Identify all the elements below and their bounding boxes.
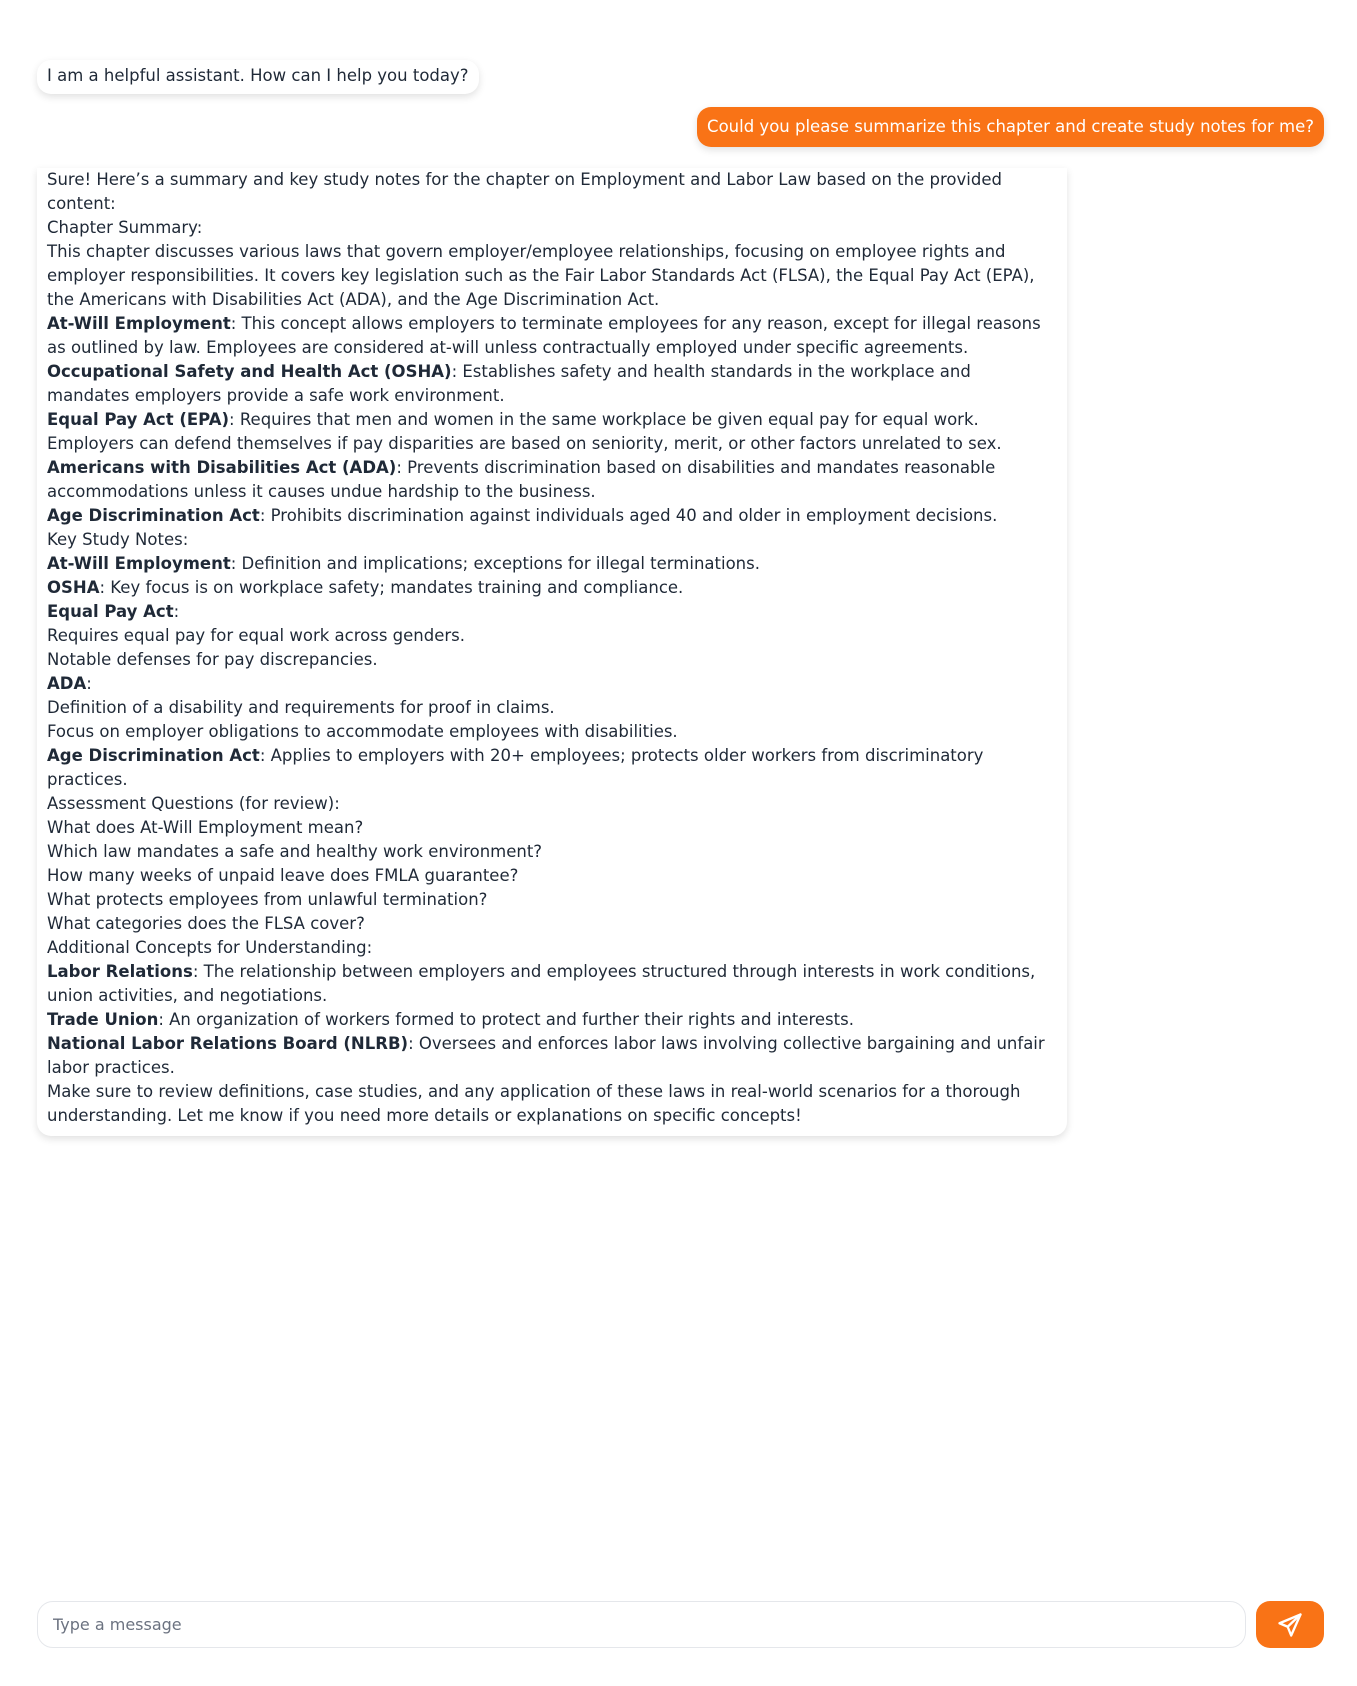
response-line	[47, 936, 1057, 960]
response-line-text: Chapter Summary:	[47, 218, 203, 237]
response-line-text: What protects employees from unlawful termination?	[47, 890, 488, 909]
response-line	[47, 504, 1057, 528]
response-line-text: Make sure to review definitions, case studies, and any application of these laws in real-world scenarios for a thorough understanding. Let me know if you need more details or explanations on specific concepts!	[47, 1082, 1021, 1125]
response-line	[47, 168, 1057, 216]
response-line	[47, 240, 1057, 312]
response-line	[47, 912, 1057, 936]
response-line-term: At-Will Employment	[47, 314, 231, 333]
response-line	[47, 624, 1057, 648]
response-line-term: Equal Pay Act (EPA)	[47, 410, 230, 429]
response-line-text: : Applies to employers with 20+ employees; protects older workers from discriminatory practices.	[47, 746, 984, 789]
user-message	[697, 107, 1324, 147]
response-line-term: Labor Relations	[47, 962, 193, 981]
response-line-text: How many weeks of unpaid leave does FMLA guarantee?	[47, 866, 519, 885]
response-line-text: : Requires that men and women in the same workplace be given equal pay for equal work. Employers can defend themselves if pay disparities are based on seniority, merit, or other factors unrelated to sex.	[47, 410, 1002, 453]
assistant-response-message	[37, 168, 1067, 1136]
response-line	[47, 1080, 1057, 1128]
message-input[interactable]	[38, 1602, 1245, 1647]
response-line-text: : Oversees and enforces labor laws involving collective bargaining and unfair labor practices.	[47, 1034, 1045, 1077]
send-paper-plane-icon	[1276, 1611, 1304, 1639]
response-line-text: : This concept allows employers to terminate employees for any reason, except for illegal reasons as outlined by law. Employees are considered at-will unless contractually employed under specific agreements.	[47, 314, 1041, 357]
response-line	[47, 864, 1057, 888]
response-line	[47, 600, 1057, 624]
response-line-text: : Key focus is on workplace safety; mandates training and compliance.	[99, 578, 684, 597]
response-line-text: :	[173, 602, 180, 621]
response-line	[47, 1032, 1057, 1080]
response-line-term: Americans with Disabilities Act (ADA)	[47, 458, 397, 477]
response-line-term: Age Discrimination Act	[47, 746, 260, 765]
response-line	[47, 360, 1057, 408]
response-line	[47, 792, 1057, 816]
message-composer	[37, 1601, 1246, 1648]
response-line	[47, 672, 1057, 696]
response-line-text: : An organization of workers formed to protect and further their rights and interests.	[158, 1010, 854, 1029]
response-line-text: Additional Concepts for Understanding:	[47, 938, 373, 957]
greeting-text: I am a helpful assistant. How can I help you today?	[47, 66, 469, 85]
assistant-greeting-message	[37, 60, 479, 94]
response-line	[47, 960, 1057, 1008]
response-line-text: : Prevents discrimination based on disabilities and mandates reasonable accommodations unless it causes undue hardship to the business.	[47, 458, 996, 501]
response-line	[47, 696, 1057, 720]
response-line-text: Definition of a disability and requirements for proof in claims.	[47, 698, 555, 717]
response-line-term: Equal Pay Act	[47, 602, 174, 621]
response-line-term: Trade Union	[47, 1010, 159, 1029]
response-line-term: National Labor Relations Board (NLRB)	[47, 1034, 409, 1053]
response-line	[47, 216, 1057, 240]
response-line-text: Assessment Questions (for review):	[47, 794, 340, 813]
response-line-term: Occupational Safety and Health Act (OSHA)	[47, 362, 452, 381]
response-line	[47, 408, 1057, 456]
response-line-term: Age Discrimination Act	[47, 506, 260, 525]
response-line-term: At-Will Employment	[47, 554, 231, 573]
response-line-text: : Definition and implications; exceptions for illegal terminations.	[230, 554, 760, 573]
response-line-text: Notable defenses for pay discrepancies.	[47, 650, 378, 669]
user-message-text: Could you please summarize this chapter and create study notes for me?	[707, 117, 1314, 136]
response-line	[47, 576, 1057, 600]
response-line	[47, 648, 1057, 672]
response-line	[47, 816, 1057, 840]
response-line	[47, 552, 1057, 576]
response-line-text: : Prohibits discrimination against individuals aged 40 and older in employment decisions.	[259, 506, 998, 525]
response-line	[47, 744, 1057, 792]
response-line	[47, 888, 1057, 912]
response-line-text: :	[86, 674, 92, 693]
response-line	[47, 840, 1057, 864]
response-line-text: Key Study Notes:	[47, 530, 189, 549]
send-button[interactable]	[1256, 1601, 1324, 1648]
response-line-text: : Establishes safety and health standards in the workplace and mandates employers provide a safe work environment.	[47, 362, 971, 405]
response-line-text: What categories does the FLSA cover?	[47, 914, 365, 933]
response-line-term: OSHA	[47, 578, 100, 597]
response-line	[47, 312, 1057, 360]
response-line	[47, 456, 1057, 504]
response-line	[47, 720, 1057, 744]
response-line-term: ADA	[47, 674, 87, 693]
response-line	[47, 1008, 1057, 1032]
response-line	[47, 528, 1057, 552]
response-line-text: : The relationship between employers and employees structured through interests in work conditions, union activities, and negotiations.	[47, 962, 1036, 1005]
response-line-text: Which law mandates a safe and healthy work environment?	[47, 842, 543, 861]
response-line-text: What does At-Will Employment mean?	[47, 818, 364, 837]
response-line-text: This chapter discusses various laws that govern employer/employee relationships, focusing on employee rights and employer responsibilities. It covers key legislation such as the Fair Labor Standards Act (FLSA), the Equal Pay Act (EPA), the Americans with Disabilities Act (ADA), and the Age Discrimination Act.	[47, 242, 1035, 309]
response-line-text: Sure! Here’s a summary and key study notes for the chapter on Employment and Labor Law based on the provided content:	[47, 170, 1002, 213]
response-line-text: Requires equal pay for equal work across genders.	[47, 626, 466, 645]
response-line-text: Focus on employer obligations to accommodate employees with disabilities.	[47, 722, 678, 741]
